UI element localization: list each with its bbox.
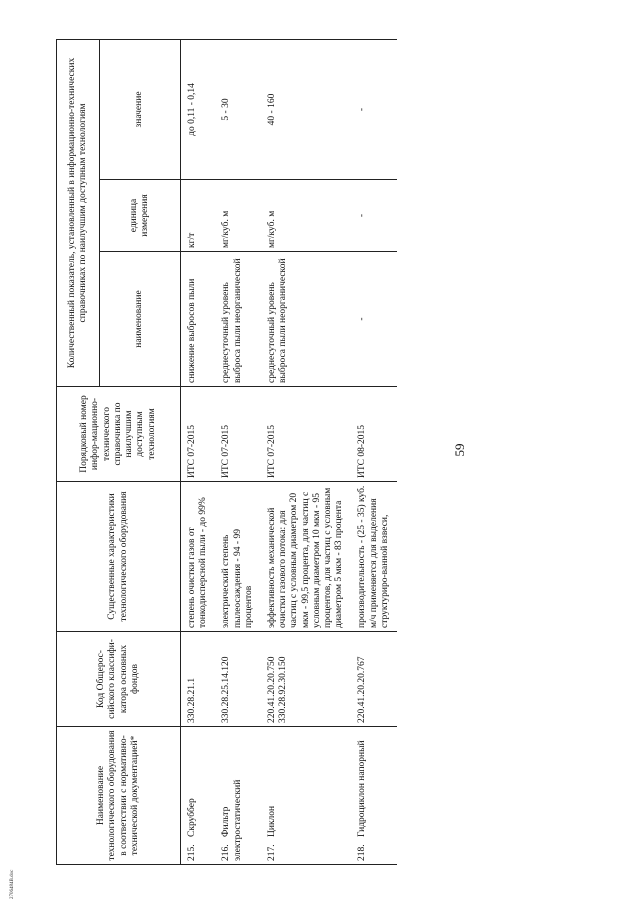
header-quant-indicator: Количественный показатель, установленный в информационно-технических справочниках по наилучшим доступным технологиям	[57, 39, 100, 386]
cell-okof-code: 330.28.21.1	[181, 632, 216, 727]
cell-quant-unit: мг/куб. м	[261, 180, 351, 252]
header-characteristics: Существенные характеристики технологического оборудования	[57, 482, 181, 632]
table-row	[351, 39, 397, 864]
header-quant-name: наименование	[100, 252, 181, 387]
row-number: 217.	[267, 844, 278, 861]
cell-quant-unit: кг/т	[181, 180, 216, 252]
equipment-name: Скруббер	[187, 798, 197, 837]
cell-quant-name: среднесуточный уровень выброса пыли неорганической	[261, 252, 351, 387]
cell-its-number: ИТС 08-2015	[351, 387, 397, 482]
row-number: 216.	[221, 844, 232, 861]
equipment-name: Фильтр электростатический	[221, 779, 243, 861]
header-its-number: Порядковый номер инфор-мационно-технического справочника по наилучшим доступным технологиям	[57, 387, 181, 482]
cell-characteristics: электрический степень пылеосаждения - 94 - 99 процентов	[215, 482, 261, 632]
header-quant-value: значение	[100, 39, 181, 179]
cell-okof-code: 220.41.20.20.750 330.28.92.30.150	[261, 632, 351, 727]
cell-characteristics: эффективность механической очистки газового потока: для частиц с условным диаметром 20 мкм - 99,5 процента, для частиц с условным диаметром 10 мкм - 95 процентов, для частиц с условным диаметром 5 мкм - 83 процента	[261, 482, 351, 632]
cell-equipment-name	[181, 727, 216, 865]
cell-quant-value: до 0,11 - 0,14	[181, 39, 216, 179]
footer-document-code: 2706484В.doc	[10, 869, 15, 899]
equipment-table	[56, 39, 397, 865]
cell-equipment-name	[215, 727, 261, 865]
cell-equipment-name	[351, 727, 397, 865]
cell-okof-code: 220.41.20.20.767	[351, 632, 397, 727]
cell-quant-value: 5 - 30	[215, 39, 261, 179]
page-number: 59	[452, 443, 467, 457]
cell-quant-name: -	[351, 252, 397, 387]
cell-quant-unit: -	[351, 180, 397, 252]
cell-its-number: ИТС 07-2015	[261, 387, 351, 482]
row-number: 218.	[357, 844, 368, 861]
cell-quant-name: среднесуточный уровень выброса пыли неорганической	[215, 252, 261, 387]
cell-quant-name: снижение выбросов пыли	[181, 252, 216, 387]
cell-its-number: ИТС 07-2015	[181, 387, 216, 482]
cell-okof-code: 330.28.25.14.120	[215, 632, 261, 727]
cell-quant-value: -	[351, 39, 397, 179]
header-okof-code: Код Общерос-сийского классифи-катора основных фондов	[57, 632, 181, 727]
cell-characteristics: производительность - (25 - 35) куб. м/ч применяется для выделения структуриро-ванной взвеси,	[351, 482, 397, 632]
cell-quant-unit: мг/куб. м	[215, 180, 261, 252]
table-header-row	[57, 39, 100, 864]
table-row	[181, 39, 216, 864]
table-row	[215, 39, 261, 864]
cell-characteristics: степень очистки газов от тонкодисперсной пыли - до 99%	[181, 482, 216, 632]
row-number: 215.	[187, 844, 197, 861]
cell-its-number: ИТС 07-2015	[215, 387, 261, 482]
equipment-name: Гидроциклон напорный	[357, 740, 368, 837]
header-equipment-name: Наименование технологического оборудования в соответствии с нормативно-технической документацией*	[57, 727, 181, 865]
cell-equipment-name	[261, 727, 351, 865]
header-quant-unit: единица измерения	[100, 180, 181, 252]
equipment-name: Циклон	[267, 805, 278, 837]
cell-quant-value: 40 - 160	[261, 39, 351, 179]
table-row	[261, 39, 351, 864]
